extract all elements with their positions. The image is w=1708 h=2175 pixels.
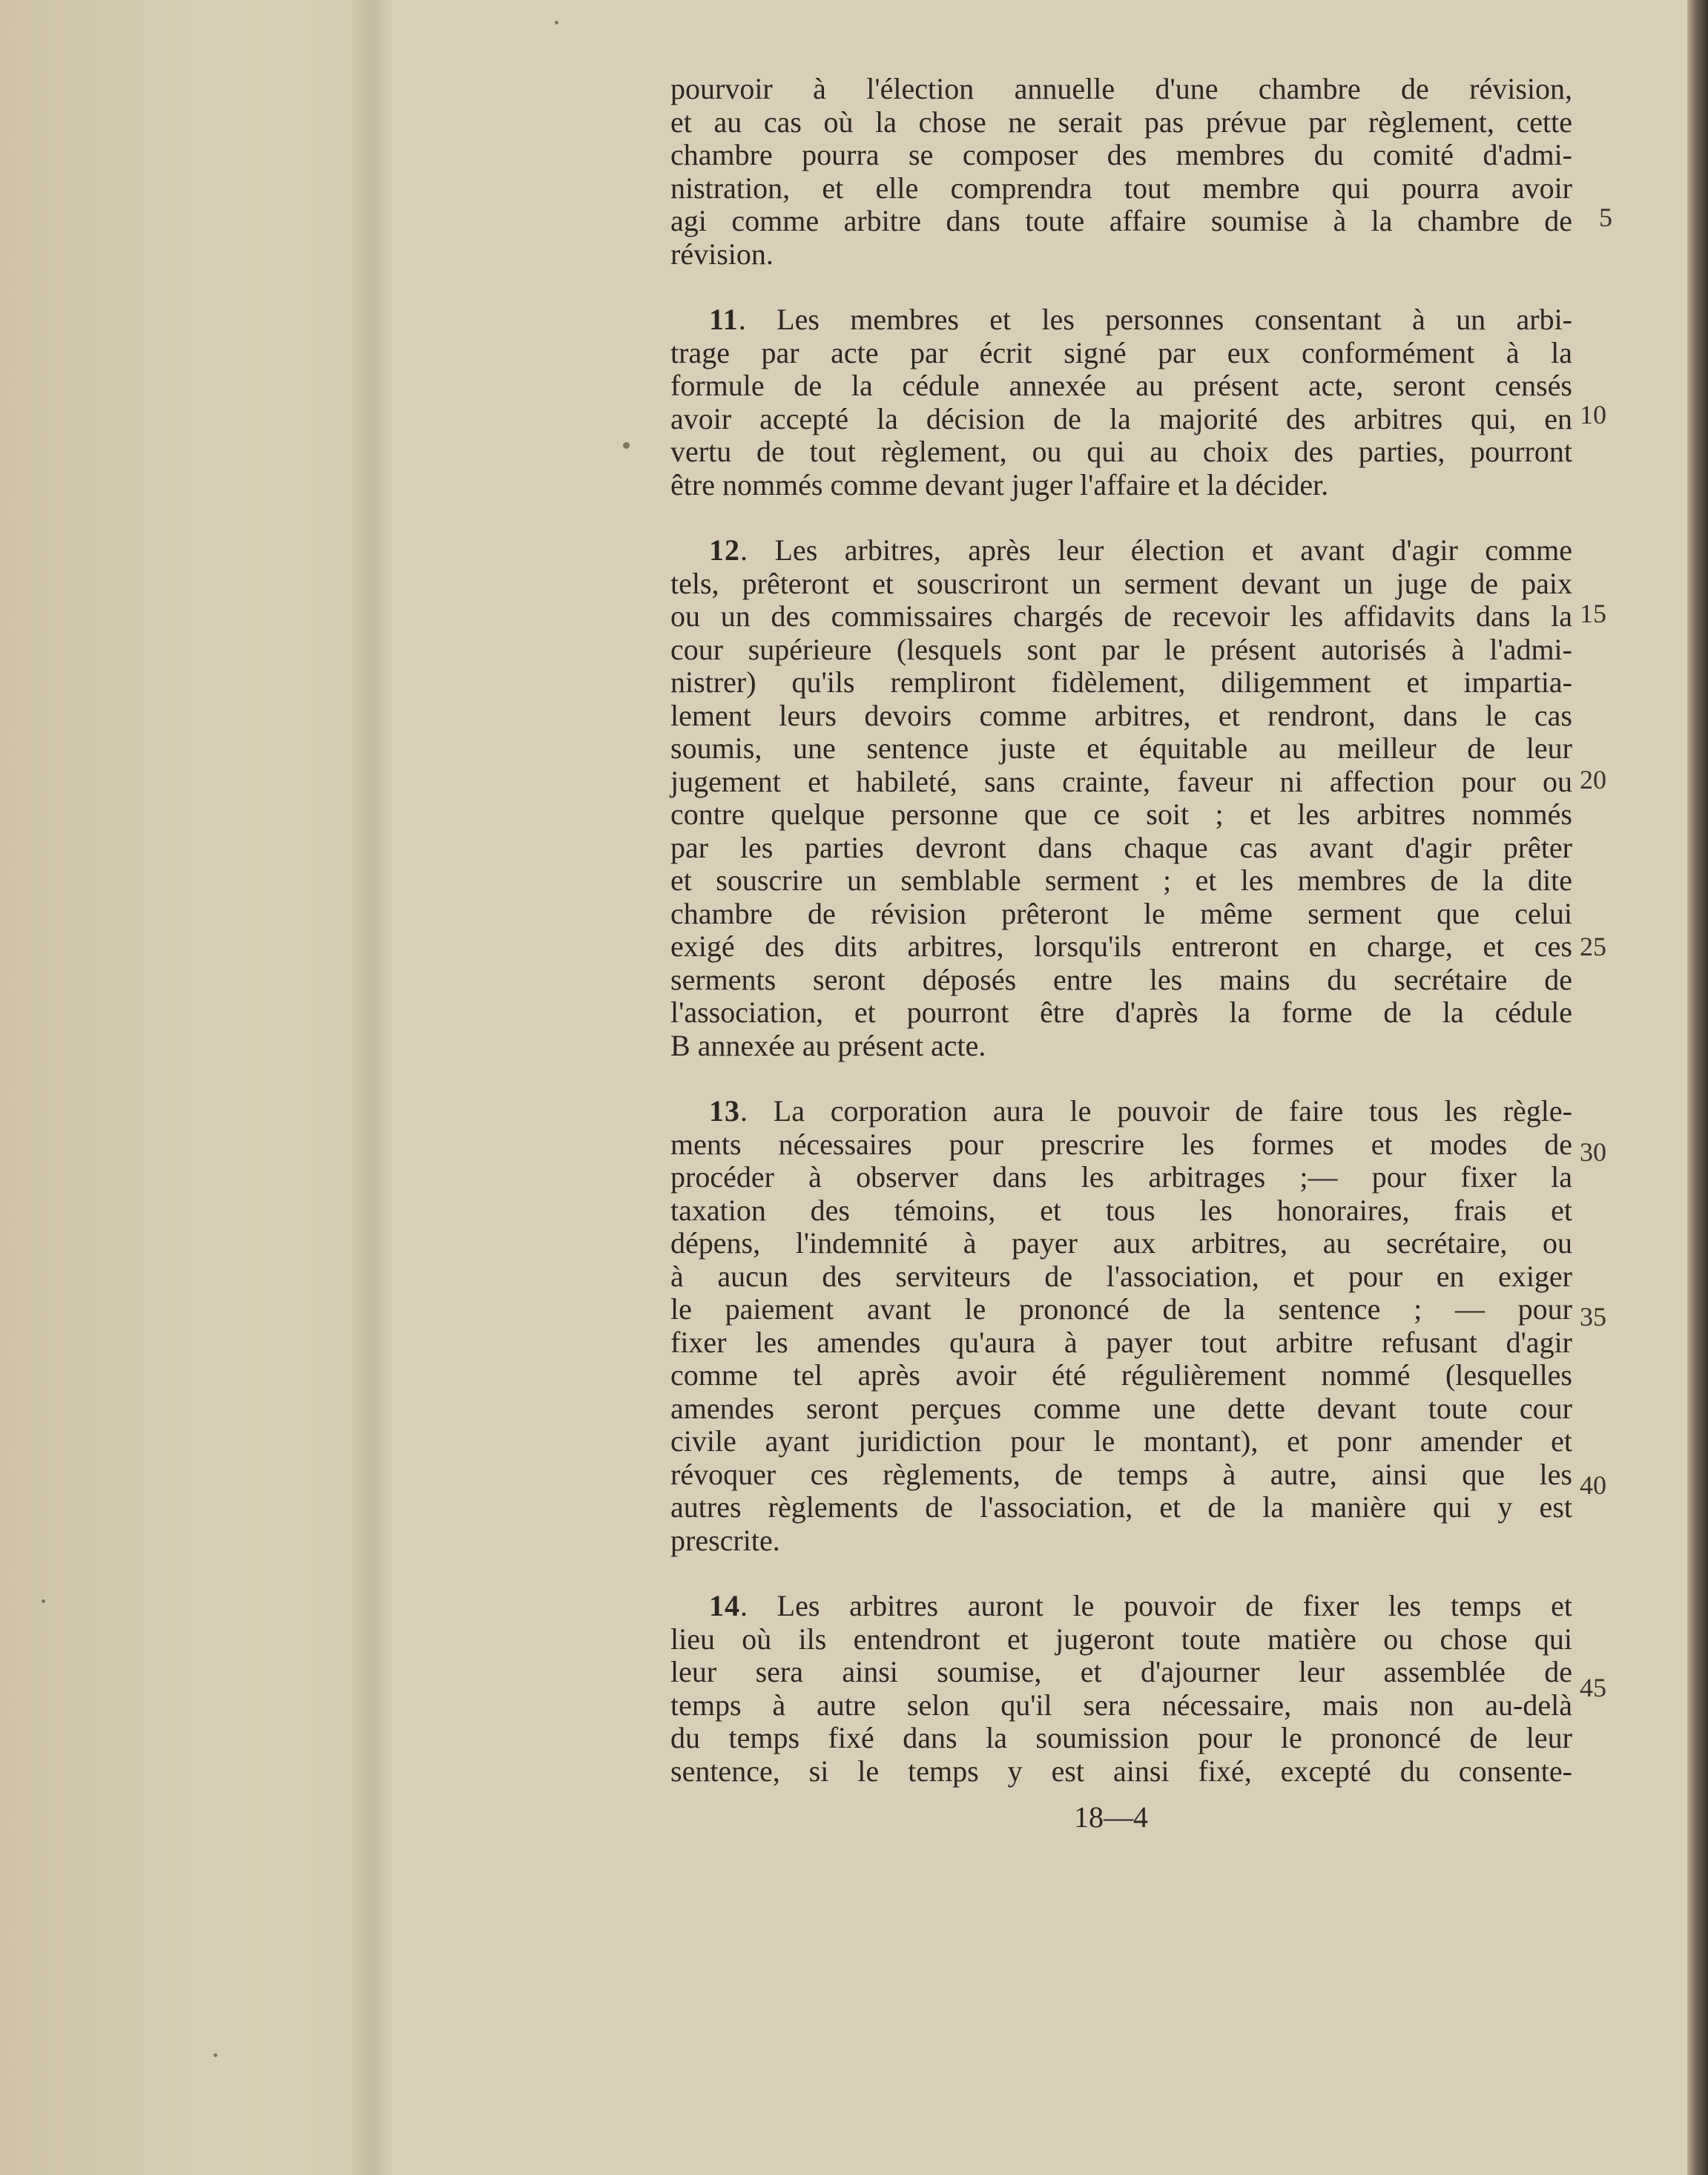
page-fold-shadow: [349, 0, 393, 2175]
section-12: [670, 534, 1572, 1062]
margin-line-number: 20: [1580, 765, 1606, 794]
text-line: chambre de révision prêteront le même serment que celui: [670, 896, 1572, 930]
section-number: 11: [709, 303, 739, 336]
text-line: nistrer) qu'ils rempliront fidèlement, diligemment et impartia-: [670, 665, 1572, 699]
section-14: [670, 1590, 1572, 1788]
text-line: serments seront déposés entre les mains du secrétaire de: [670, 962, 1572, 996]
text-line: dépens, l'indemnité à payer aux arbitres, au secrétaire, ou: [670, 1226, 1572, 1260]
text-line: contre quelque personne que ce soit ; et les arbitres nommés: [670, 797, 1572, 831]
text-line: procéder à observer dans les arbitrages ;— pour fixer la: [670, 1160, 1572, 1194]
text-line: comme tel après avoir été régulièrement nommé (lesquelles: [670, 1358, 1572, 1392]
text-line: cour supérieure (lesquels sont par le présent autorisés à l'admi-: [670, 632, 1572, 666]
margin-line-number: 5: [1599, 203, 1612, 232]
text-line-first: [670, 534, 1572, 567]
text-line: prescrite.: [670, 1523, 780, 1557]
text-line: révision.: [670, 237, 774, 271]
text-line: nistration, et elle comprendra tout membre qui pourra avoir: [670, 171, 1572, 205]
text-line: ou un des commissaires chargés de recevoir les affidavits dans la: [670, 599, 1572, 633]
margin-line-number: 30: [1580, 1137, 1606, 1167]
text-line: révoquer ces règlements, de temps à autre, ainsi que les: [670, 1457, 1572, 1491]
paragraph-continuation: [670, 73, 1572, 271]
text-line: pourvoir à l'élection annuelle d'une chambre de révision,: [670, 72, 1572, 105]
text-line: jugement et habileté, sans crainte, faveur ni affection pour ou: [670, 764, 1572, 798]
text-line: être nommés comme devant juger l'affaire et la décider.: [670, 467, 1329, 501]
text-line: l'association, et pourront être d'après la forme de la cédule: [670, 996, 1572, 1029]
text-line: autres règlements de l'association, et de la manière qui y est: [670, 1490, 1572, 1524]
text-line: par les parties devront dans chaque cas avant d'agir prêter: [670, 830, 1572, 864]
text-line: lieu où ils entendront et jugeront toute matière ou chose qui: [670, 1622, 1572, 1656]
text-line: civile ayant juridiction pour le montant), et ponr amender et: [670, 1424, 1572, 1458]
margin-line-number: 45: [1580, 1673, 1606, 1702]
text-line: ments nécessaires pour prescrire les formes et modes de: [670, 1127, 1572, 1161]
text-line: agi comme arbitre dans toute affaire soumise à la chambre de: [670, 204, 1572, 237]
text-line: formule de la cédule annexée au présent acte, seront censés: [670, 369, 1572, 402]
book-edge: [1687, 0, 1708, 2175]
paper-speck: [623, 442, 630, 449]
text-line: à aucun des serviteurs de l'association, et pour en exiger: [670, 1259, 1572, 1293]
page-background-left: [0, 0, 371, 2175]
text-line: et au cas où la chose ne serait pas prévue par règlement, cette: [670, 105, 1572, 139]
paper-speck: [555, 21, 558, 24]
text-line: trage par acte par écrit signé par eux conformément à la: [670, 335, 1572, 369]
text-line: . Les arbitres, après leur élection et avant d'agir comme: [740, 533, 1572, 567]
text-line: amendes seront perçues comme une dette devant toute cour: [670, 1391, 1572, 1425]
text-line: du temps fixé dans la soumission pour le prononcé de leur: [670, 1721, 1572, 1754]
text-line: . Les arbitres auront le pouvoir de fixer les temps et: [740, 1589, 1572, 1622]
text-line: fixer les amendes qu'aura à payer tout arbitre refusant d'agir: [670, 1325, 1572, 1359]
text-line: . La corporation aura le pouvoir de faire tous les règle-: [740, 1094, 1572, 1128]
text-line: vertu de tout règlement, ou qui au choix des parties, pourront: [670, 435, 1572, 468]
text-line-first: [670, 1095, 1572, 1128]
text-line-first: [670, 303, 1572, 337]
text-line: tels, prêteront et souscriront un serment devant un juge de paix: [670, 566, 1572, 600]
text-line: sentence, si le temps y est ainsi fixé, excepté du consente-: [670, 1754, 1572, 1788]
paper-speck: [42, 1599, 45, 1603]
margin-line-number: 35: [1580, 1302, 1606, 1332]
text-line: exigé des dits arbitres, lorsqu'ils entreront en charge, et ces: [670, 929, 1572, 963]
section-number: 14: [709, 1589, 740, 1622]
text-line: . Les membres et les personnes consentant à un arbi-: [738, 303, 1572, 336]
margin-line-number: 25: [1580, 932, 1606, 961]
text-line: avoir accepté la décision de la majorité des arbitres qui, en: [670, 401, 1572, 435]
margin-line-number: 40: [1580, 1470, 1606, 1500]
text-line: temps à autre selon qu'il sera nécessaire, mais non au-delà: [670, 1688, 1572, 1722]
text-line: et souscrire un semblable serment ; et les membres de la dite: [670, 863, 1572, 897]
text-line: leur sera ainsi soumise, et d'ajourner leur assemblée de: [670, 1655, 1572, 1688]
text-line: lement leurs devoirs comme arbitres, et rendront, dans le cas: [670, 698, 1572, 732]
margin-line-number: 10: [1580, 400, 1606, 430]
section-11: [670, 303, 1572, 501]
margin-line-number: 15: [1580, 599, 1606, 628]
text-line-first: [670, 1590, 1572, 1623]
document-body: [670, 73, 1572, 1788]
text-line: taxation des témoins, et tous les honoraires, frais et: [670, 1193, 1572, 1227]
text-line: le paiement avant le prononcé de la sentence ; — pour: [670, 1292, 1572, 1326]
text-line: chambre pourra se composer des membres du comité d'admi-: [670, 138, 1572, 171]
section-number: 13: [709, 1094, 740, 1128]
paper-speck: [214, 2053, 217, 2057]
section-13: [670, 1095, 1572, 1557]
section-number: 12: [709, 533, 740, 567]
text-line: soumis, une sentence juste et équitable au meilleur de leur: [670, 731, 1572, 765]
text-line: B annexée au présent acte.: [670, 1028, 986, 1062]
signature-mark: 18—4: [1074, 1800, 1148, 1834]
